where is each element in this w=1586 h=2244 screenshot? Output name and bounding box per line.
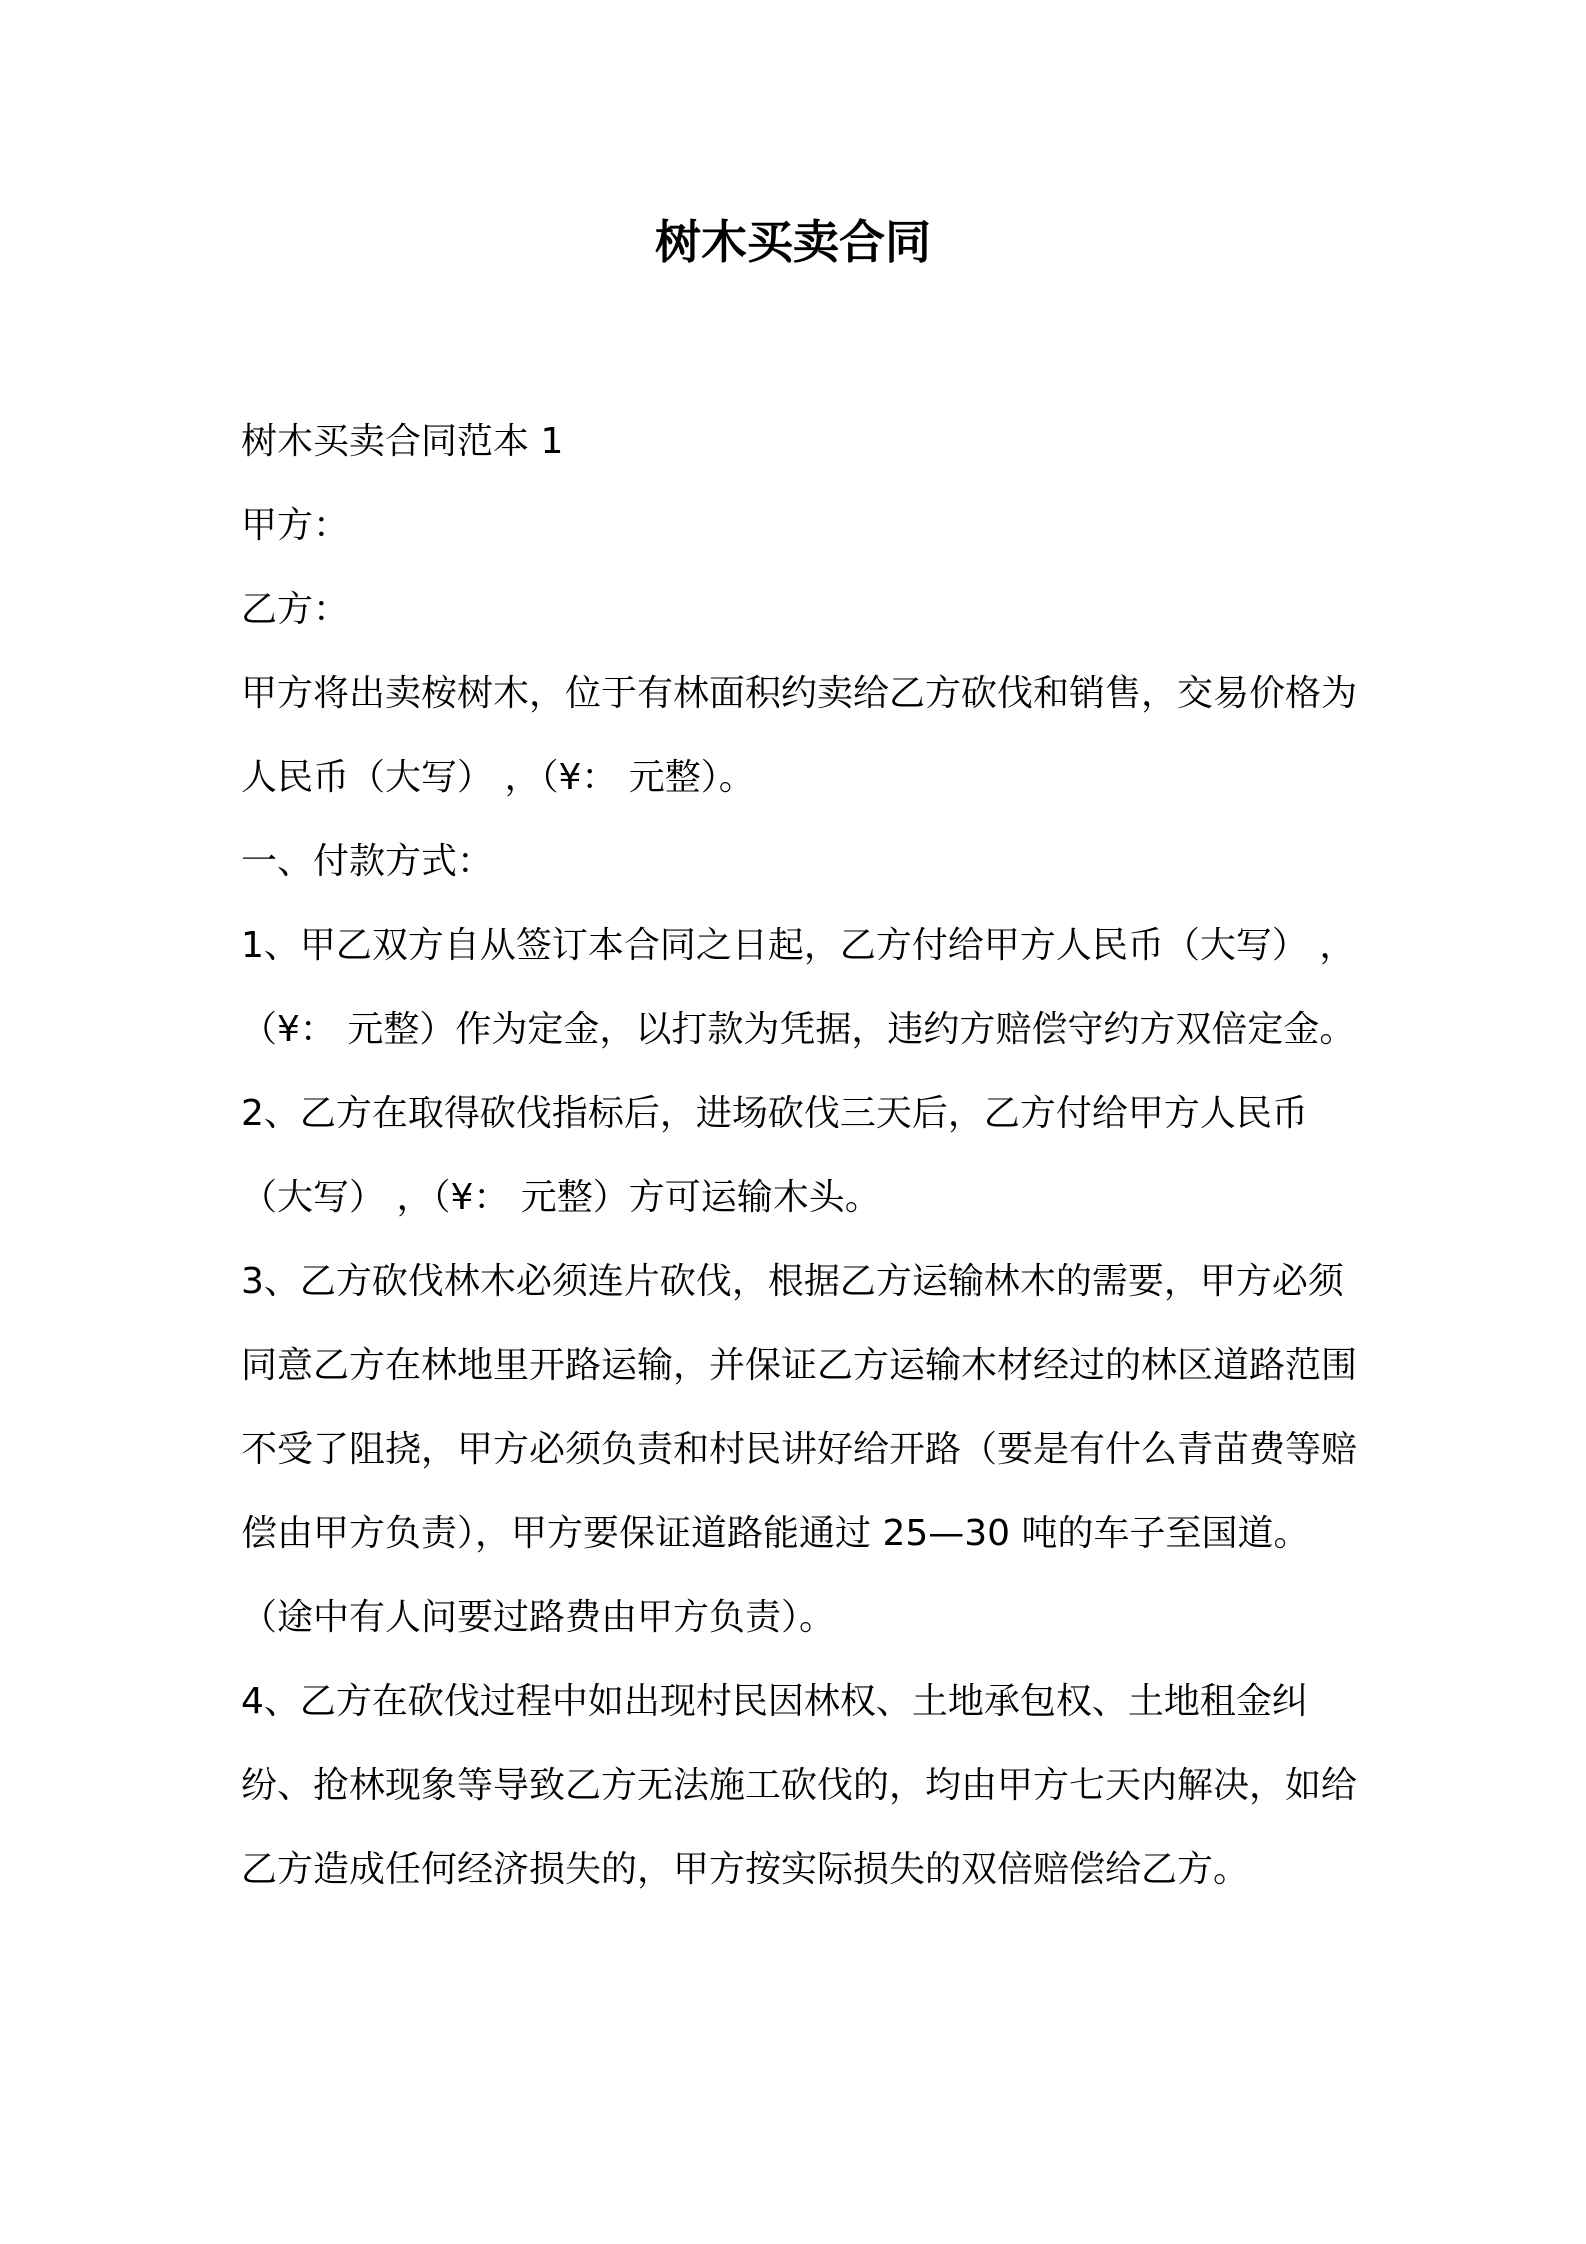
template-subtitle: 树木买卖合同范本 1 (241, 421, 564, 462)
sale-description-paragraph: 甲方将出卖桉树木，位于有林面积约卖给乙方砍伐和销售，交易价格为人民币（大写） ，（¥： 元整）。 (241, 673, 1358, 798)
clause-4-paragraph: 4、乙方在砍伐过程中如出现村民因林权、土地承包权、土地租金纠纷、抢林现象等导致乙方无法施工砍伐的，均由甲方七天内解决，如给乙方造成任何经济损失的，甲方按实际损失的双倍赔偿给乙方。 (241, 1681, 1358, 1890)
party-b-line: 乙方： (241, 589, 350, 630)
payment-method-heading: 一、付款方式： (241, 841, 494, 882)
clause-3-paragraph: 3、乙方砍伐林木必须连片砍伐，根据乙方运输林木的需要，甲方必须同意乙方在林地里开路运输，并保证乙方运输木材经过的林区道路范围不受了阻挠，甲方必须负责和村民讲好给开路（要是有什么青苗费等赔偿由甲方负责），甲方要保证道路能通过 25—30 吨的车子至国道。（途中有人问要过路费由甲方负责）。 (241, 1261, 1358, 1638)
clause-1-paragraph: 1、甲乙双方自从签订本合同之日起，乙方付给甲方人民币（大写） ，（¥： 元整）作为定金，以打款为凭据，违约方赔偿守约方双倍定金。 (241, 925, 1356, 1050)
document-body (241, 400, 1359, 1912)
document-title: 树木买卖合同 (655, 215, 931, 269)
party-a-line: 甲方： (241, 505, 350, 546)
clause-2-paragraph: 2、乙方在取得砍伐指标后，进场砍伐三天后，乙方付给甲方人民币（大写） ，（¥： 元整）方可运输木头。 (241, 1093, 1308, 1218)
